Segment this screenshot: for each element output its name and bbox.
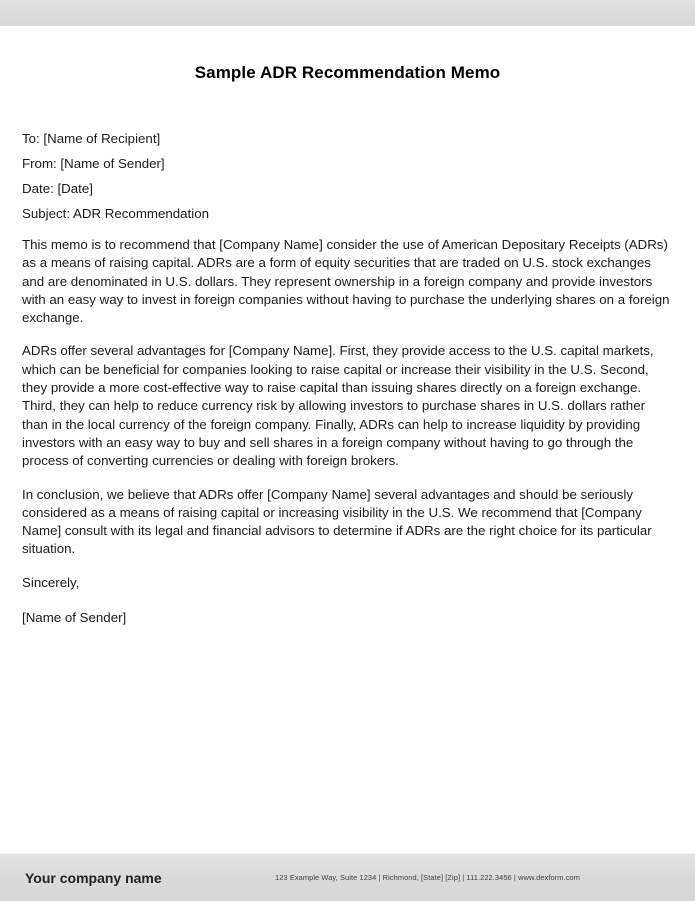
footer-address-line: 123 Example Way, Suite 1234 | Richmond, [State] [Zip] | 111.222.3456 | www.dexform.com xyxy=(275,873,580,882)
closing-salutation: Sincerely, xyxy=(22,574,80,590)
memo-field-date: Date: [Date] xyxy=(22,181,93,196)
memo-field-subject: Subject: ADR Recommendation xyxy=(22,206,209,221)
footer-bar xyxy=(0,853,695,901)
footer-company-name: Your company name xyxy=(25,869,162,886)
signature-name: [Name of Sender] xyxy=(22,609,127,625)
memo-header-block xyxy=(22,130,673,223)
body-paragraph-3: In conclusion, we believe that ADRs offer [Company Name] several advantages and should be seriously considered as a means of raising capital or increasing visibility in the U.S. We recommend that [Company Name] consult with its legal and financial advisors to determine if ADRs are the right choice for its particular situation. xyxy=(22,486,652,557)
page-title: Sample ADR Recommendation Memo xyxy=(194,63,501,82)
memo-field-to: To: [Name of Recipient] xyxy=(22,131,161,146)
memo-field-from: From: [Name of Sender] xyxy=(22,156,165,171)
body-paragraph-1: This memo is to recommend that [Company Name] consider the use of American Depositary Receipts (ADRs) as a means of raising capital. ADRs are a form of equity securities that are traded on U.S. stock exchanges and are denominated in U.S. dollars. They represent ownership in a foreign company and provide investors with an easy way to invest in foreign companies without having to purchase the underlying shares on a foreign exchange. xyxy=(22,237,670,326)
document-content xyxy=(0,27,695,627)
document-page xyxy=(0,27,695,853)
top-grey-band xyxy=(0,0,695,27)
body-paragraph-2: ADRs offer several advantages for [Company Name]. First, they provide access to the U.S. capital markets, which can be beneficial for companies looking to raise capital or increase their visibility in the U.S. Second, they provide a more cost-effective way to raise capital than issuing shares directly on a foreign exchange. Third, they can help to reduce currency risk by allowing investors to purchase shares in U.S. dollars rather than in the local currency of the foreign company. Finally, ADRs can help to increase liquidity by providing investors with an easy way to buy and sell shares in a foreign company without having to go through the process of converting currencies or dealing with foreign brokers. xyxy=(22,343,654,469)
